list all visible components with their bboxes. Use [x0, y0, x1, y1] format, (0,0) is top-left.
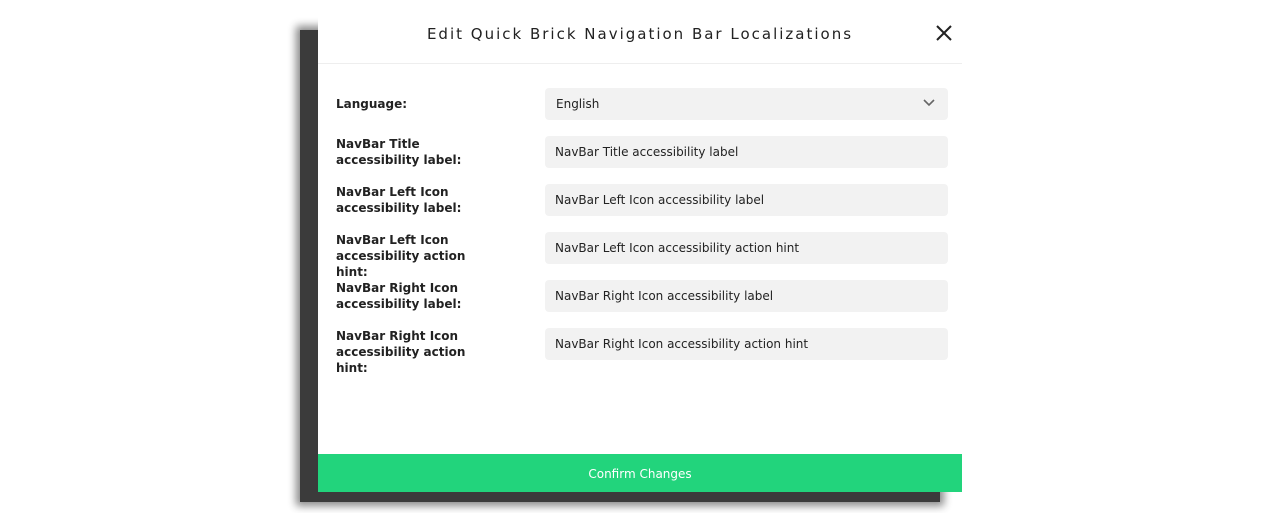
left-icon-action-hint-label: NavBar Left Icon accessibility action hint: — [336, 233, 466, 279]
form-row-right-icon-accessibility-label — [336, 280, 948, 312]
left-icon-accessibility-label-label: NavBar Left Icon accessibility label: — [336, 185, 462, 215]
form-row-title-accessibility-label — [336, 136, 948, 168]
title-accessibility-label-input[interactable]: NavBar Title accessibility label — [545, 136, 948, 168]
confirm-changes-button[interactable]: Confirm Changes — [318, 454, 962, 492]
chevron-down-icon — [923, 99, 935, 107]
language-label: Language: — [336, 97, 408, 111]
right-icon-accessibility-label-input[interactable]: NavBar Right Icon accessibility label — [545, 280, 948, 312]
right-icon-action-hint-label: NavBar Right Icon accessibility action hint: — [336, 329, 466, 375]
form-row-left-icon-action-hint — [336, 232, 948, 279]
left-icon-action-hint-input[interactable]: NavBar Left Icon accessibility action hint — [545, 232, 948, 264]
right-icon-action-hint-input[interactable]: NavBar Right Icon accessibility action hint — [545, 328, 948, 360]
title-accessibility-label-label: NavBar Title accessibility label: — [336, 137, 462, 167]
language-select[interactable] — [545, 88, 948, 120]
modal-title: Edit Quick Brick Navigation Bar Localizations — [426, 25, 854, 43]
close-icon — [934, 23, 954, 43]
left-icon-accessibility-label-input[interactable]: NavBar Left Icon accessibility label — [545, 184, 948, 216]
localization-modal — [318, 17, 962, 492]
form-row-left-icon-accessibility-label — [336, 184, 948, 216]
form-row-right-icon-action-hint — [336, 328, 948, 375]
form-row-language — [336, 88, 948, 120]
right-icon-accessibility-label-label: NavBar Right Icon accessibility label: — [336, 281, 462, 311]
language-select-value: English — [556, 97, 600, 111]
close-button[interactable] — [934, 23, 954, 43]
modal-header — [318, 17, 962, 64]
